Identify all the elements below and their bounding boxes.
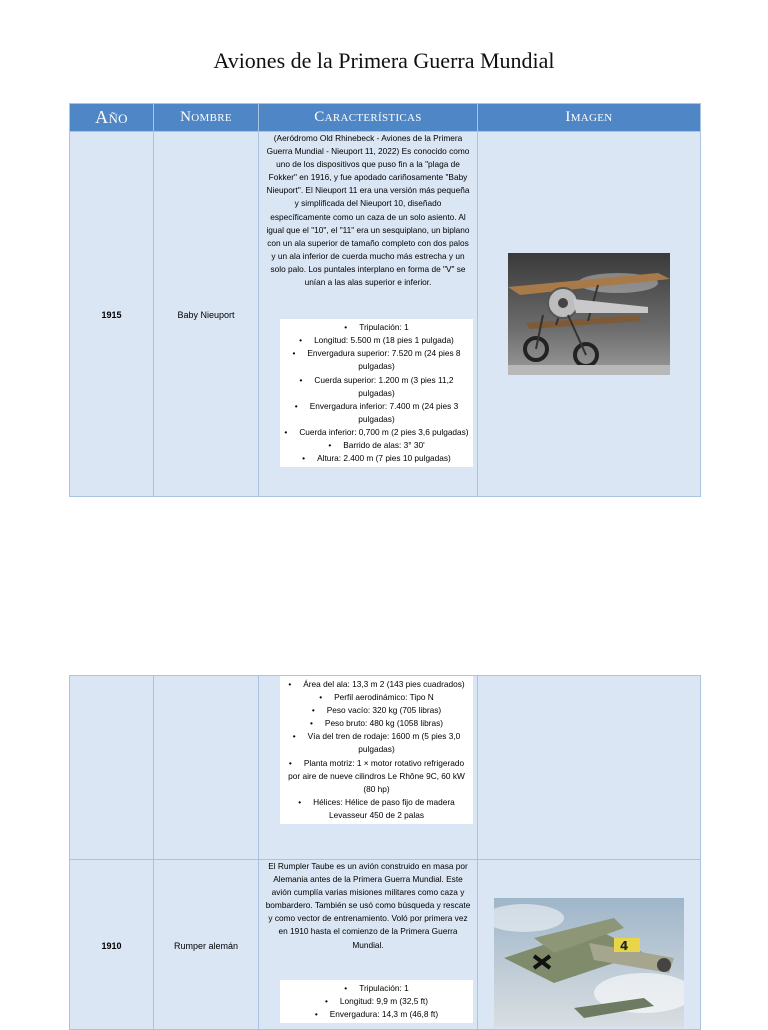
- table-row: [70, 132, 701, 497]
- header-image: Imagen: [478, 104, 701, 132]
- spec-item: • Envergadura: 14,3 m (46,8 ft): [284, 1008, 469, 1021]
- spec-item: • Altura: 2.400 m (7 pies 10 pulgadas): [284, 452, 469, 465]
- spec-item: • Hélices: Hélice de paso fijo de madera Levasseur 450 de 2 palas: [284, 796, 469, 822]
- aircraft-table-continued: [69, 675, 701, 1030]
- header-year: Año: [70, 104, 154, 132]
- characteristics-cell: [259, 860, 478, 1030]
- description-text: (Aeródromo Old Rhinebeck - Aviones de la Primera Guerra Mundial - Nieuport 11, 2022) Es conocido como uno de los dispositivos que puso fin a la "plaga de Fokker" en 1916, y fue apodado cariñosamente "Baby Nieuport". El Nieuport 11 era una versión más pequeña y simplificada del Nieuport 10, diseñado específicamente como un caza de un solo asiento. Al igual que el "10", el "11" era un sesquiplano, un biplano con un ala superior de tamaño completo con dos palos y un ala inferior de cuerda mucho más estrecha y un solo palo. Los puntales interplano en forma de "V" se unían a las alas superior e inferior.: [266, 133, 470, 288]
- year-cell: 1915: [70, 132, 154, 497]
- svg-text:4: 4: [620, 939, 629, 953]
- nieuport-photo: [508, 253, 670, 375]
- image-cell: [478, 860, 701, 1030]
- spec-item: • Peso vacío: 320 kg (705 libras): [284, 704, 469, 717]
- spec-item: • Peso bruto: 480 kg (1058 libras): [284, 717, 469, 730]
- name-cell: [154, 676, 259, 860]
- spec-item: • Tripulación: 1: [284, 982, 469, 995]
- name-cell: Rumper alemán: [154, 860, 259, 1030]
- table-row: [70, 860, 701, 1030]
- spec-item: • Cuerda inferior: 0,700 m (2 pies 3,6 pulgadas): [284, 426, 469, 439]
- spec-item: • Cuerda superior: 1.200 m (3 pies 11,2 pulgadas): [284, 374, 469, 400]
- year-cell: 1910: [70, 860, 154, 1030]
- name-cell: Baby Nieuport: [154, 132, 259, 497]
- spec-box: [280, 980, 473, 1023]
- spec-item: • Tripulación: 1: [284, 321, 469, 334]
- aircraft-table: [69, 103, 701, 497]
- spec-item: • Longitud: 9,9 m (32,5 ft): [284, 995, 469, 1008]
- page-title: Aviones de la Primera Guerra Mundial: [213, 48, 555, 73]
- spec-item: • Barrido de alas: 3° 30': [284, 439, 469, 452]
- spec-box: [280, 676, 473, 824]
- spec-item: • Envergadura inferior: 7.400 m (24 pies 3 pulgadas): [284, 400, 469, 426]
- year-cell: [70, 676, 154, 860]
- header-name: Nombre: [154, 104, 259, 132]
- spec-item: • Longitud: 5.500 m (18 pies 1 pulgada): [284, 334, 469, 347]
- spec-item: • Área del ala: 13,3 m 2 (143 pies cuadrados): [284, 678, 469, 691]
- image-cell: [478, 132, 701, 497]
- table-row: [70, 676, 701, 860]
- table-header-row: [70, 104, 701, 132]
- rumpler-photo: [494, 898, 684, 1028]
- characteristics-cell: [259, 676, 478, 860]
- image-cell: [478, 676, 701, 860]
- spec-item: • Planta motriz: 1 × motor rotativo refrigerado por aire de nueve cilindros Le Rhône 9C, 60 kW (80 hp): [284, 757, 469, 796]
- description-text: El Rumpler Taube es un avión construido en masa por Alemania antes de la Primera Guerra Mundial. Este avión cumplía varias misiones militares como caza y bombardero. También se usó como búsqueda y rescate y como vector de entrenamiento. Voló por primera vez en 1910 hasta el comienzo de la Primera Guerra Mundial.: [265, 861, 471, 950]
- spec-item: • Envergadura superior: 7.520 m (24 pies 8 pulgadas): [284, 347, 469, 373]
- spec-item: • Vía del tren de rodaje: 1600 m (5 pies 3,0 pulgadas): [284, 730, 469, 756]
- header-characteristics: Características: [259, 104, 478, 132]
- spec-item: • Perfil aerodinámico: Tipo N: [284, 691, 469, 704]
- characteristics-cell: [259, 132, 478, 497]
- spec-box: [280, 319, 473, 467]
